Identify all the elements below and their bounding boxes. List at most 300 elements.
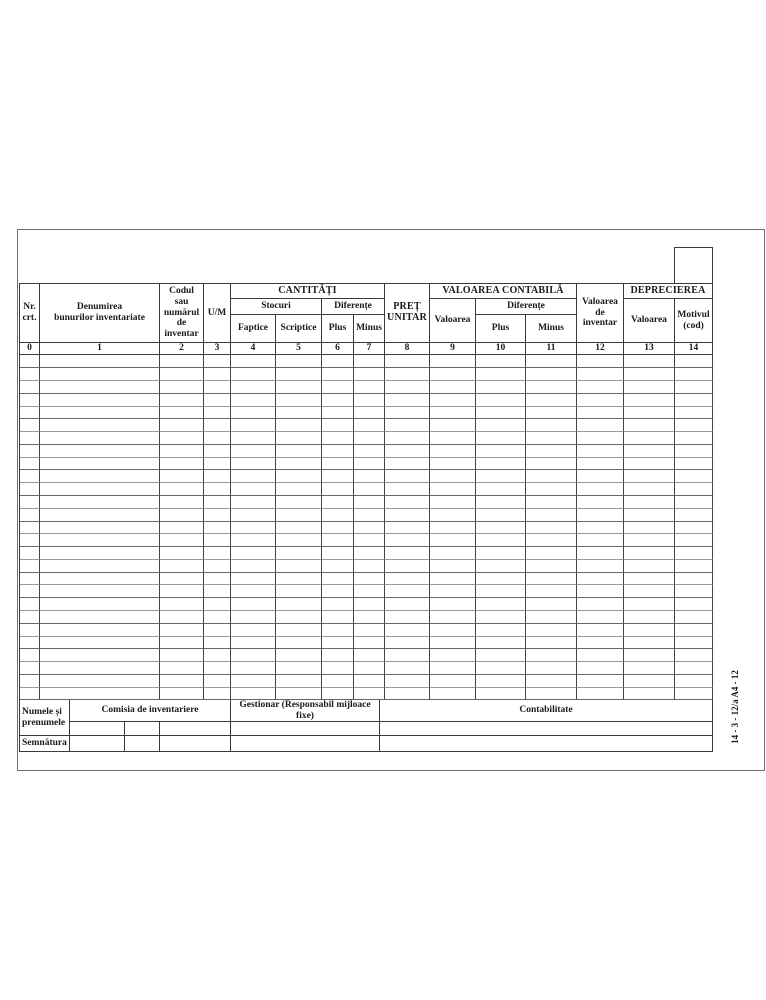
inventory-cell: [675, 649, 713, 662]
inventory-cell: [430, 573, 476, 585]
column-number: [430, 343, 476, 355]
inventory-cell: [385, 624, 430, 637]
inventory-cell: [385, 368, 430, 381]
inventory-cell: [577, 675, 624, 688]
header-pret-unitar-text: PREȚ: [393, 301, 421, 313]
inventory-cell: [577, 662, 624, 675]
inventory-cell: [20, 394, 40, 407]
inventory-cell: [276, 368, 322, 381]
inventory-cell: [20, 445, 40, 458]
inventory-cell: [322, 368, 354, 381]
inventory-row: [20, 649, 713, 662]
inventory-cell: [624, 394, 675, 407]
inventory-cell: [160, 522, 204, 534]
signature-block: [20, 700, 713, 752]
header-motivul: [675, 299, 713, 343]
inventory-cell: [476, 458, 526, 470]
inventory-cell: [20, 407, 40, 419]
inventory-cell: [40, 662, 160, 675]
column-number-text: 3: [214, 343, 220, 353]
inventory-cell: [204, 649, 231, 662]
inventory-cell: [476, 407, 526, 419]
inventory-cell: [430, 688, 476, 700]
inventory-cell: [20, 522, 40, 534]
column-number-text: 5: [296, 343, 301, 353]
column-number: [20, 343, 40, 355]
inventory-cell: [577, 407, 624, 419]
header-cod-inventar-text: inventar: [164, 329, 199, 340]
inventory-cell: [526, 445, 577, 458]
inventory-row: [20, 445, 713, 458]
inventory-rows: [20, 355, 713, 700]
inventory-cell: [322, 407, 354, 419]
inventory-cell: [526, 547, 577, 560]
inventory-cell: [526, 649, 577, 662]
inventory-table: [19, 283, 713, 752]
header-cod-inventar-text: sau: [174, 296, 189, 307]
table-header: [20, 284, 713, 343]
header-denumirea: [40, 284, 160, 343]
accounting-header-text: Contabilitate: [519, 705, 573, 716]
inventory-row: [20, 496, 713, 509]
inventory-cell: [675, 496, 713, 509]
inventory-cell: [204, 355, 231, 368]
inventory-row: [20, 624, 713, 637]
inventory-cell: [526, 675, 577, 688]
commission-signature-field: [70, 736, 125, 752]
inventory-cell: [276, 598, 322, 611]
inventory-row: [20, 662, 713, 675]
inventory-cell: [276, 419, 322, 432]
inventory-cell: [20, 368, 40, 381]
inventory-cell: [476, 624, 526, 637]
inventory-cell: [476, 509, 526, 522]
inventory-row: [20, 573, 713, 585]
names-label: [20, 700, 70, 736]
inventory-cell: [476, 419, 526, 432]
signature-label: [20, 736, 70, 752]
header-valoarea-de-inventar: [577, 284, 624, 343]
inventory-cell: [204, 432, 231, 445]
signature-label-text: Semnătura: [22, 738, 67, 749]
inventory-cell: [20, 611, 40, 624]
inventory-cell: [231, 624, 276, 637]
inventory-cell: [476, 368, 526, 381]
inventory-cell: [276, 458, 322, 470]
inventory-cell: [40, 534, 160, 547]
inventory-cell: [354, 355, 385, 368]
inventory-cell: [354, 560, 385, 573]
inventory-cell: [276, 381, 322, 394]
header-valoarea-de-inventar-text: de: [595, 307, 605, 318]
header-plus-valoare: [476, 315, 526, 343]
accounting-name-field: [380, 722, 713, 736]
header-valoarea-text: Valoarea: [434, 315, 471, 326]
header-minus-cantitati-text: Minus: [356, 323, 382, 334]
inventory-cell: [430, 458, 476, 470]
column-number-text: 0: [27, 343, 32, 353]
inventory-row: [20, 611, 713, 624]
inventory-cell: [354, 585, 385, 598]
inventory-cell: [20, 585, 40, 598]
header-pret-unitar-text: UNITAR: [387, 312, 427, 323]
inventory-cell: [204, 483, 231, 496]
header-stocuri: [231, 299, 322, 315]
inventory-cell: [624, 534, 675, 547]
inventory-cell: [40, 637, 160, 649]
inventory-cell: [204, 368, 231, 381]
inventory-cell: [231, 611, 276, 624]
inventory-cell: [430, 419, 476, 432]
inventory-row: [20, 381, 713, 394]
inventory-cell: [160, 381, 204, 394]
inventory-cell: [20, 419, 40, 432]
inventory-cell: [430, 611, 476, 624]
inventory-cell: [430, 470, 476, 483]
inventory-cell: [160, 637, 204, 649]
inventory-cell: [20, 496, 40, 509]
inventory-cell: [40, 470, 160, 483]
inventory-cell: [231, 394, 276, 407]
inventory-cell: [675, 432, 713, 445]
inventory-cell: [476, 496, 526, 509]
inventory-cell: [160, 394, 204, 407]
inventory-cell: [624, 522, 675, 534]
inventory-cell: [276, 483, 322, 496]
inventory-cell: [276, 445, 322, 458]
inventory-cell: [526, 419, 577, 432]
inventory-cell: [577, 394, 624, 407]
inventory-cell: [624, 649, 675, 662]
column-number: [354, 343, 385, 355]
inventory-cell: [231, 407, 276, 419]
inventory-row: [20, 394, 713, 407]
inventory-cell: [322, 496, 354, 509]
inventory-cell: [20, 624, 40, 637]
inventory-cell: [430, 381, 476, 394]
inventory-cell: [204, 637, 231, 649]
header-cod-inventar-text: numărul: [163, 307, 200, 318]
inventory-cell: [385, 419, 430, 432]
inventory-cell: [675, 509, 713, 522]
inventory-row: [20, 522, 713, 534]
inventory-cell: [204, 675, 231, 688]
inventory-cell: [476, 470, 526, 483]
inventory-cell: [526, 407, 577, 419]
inventory-cell: [276, 585, 322, 598]
inventory-cell: [204, 509, 231, 522]
inventory-cell: [675, 611, 713, 624]
inventory-cell: [231, 649, 276, 662]
inventory-cell: [385, 688, 430, 700]
inventory-cell: [40, 585, 160, 598]
column-number: [204, 343, 231, 355]
inventory-cell: [204, 547, 231, 560]
inventory-cell: [276, 624, 322, 637]
inventory-cell: [231, 560, 276, 573]
inventory-cell: [204, 381, 231, 394]
inventory-cell: [624, 547, 675, 560]
inventory-cell: [322, 688, 354, 700]
header-minus-cantitati: [354, 315, 385, 343]
inventory-cell: [526, 394, 577, 407]
accounting-header: [380, 700, 713, 722]
inventory-cell: [354, 522, 385, 534]
inventory-cell: [476, 598, 526, 611]
inventory-cell: [160, 419, 204, 432]
inventory-cell: [577, 381, 624, 394]
inventory-cell: [624, 662, 675, 675]
inventory-cell: [476, 637, 526, 649]
inventory-cell: [231, 458, 276, 470]
inventory-row: [20, 470, 713, 483]
inventory-cell: [276, 355, 322, 368]
inventory-cell: [526, 688, 577, 700]
inventory-cell: [624, 381, 675, 394]
inventory-cell: [476, 585, 526, 598]
inventory-cell: [160, 534, 204, 547]
inventory-cell: [160, 496, 204, 509]
inventory-cell: [276, 649, 322, 662]
inventory-cell: [526, 432, 577, 445]
inventory-cell: [276, 394, 322, 407]
inventory-cell: [231, 483, 276, 496]
inventory-cell: [385, 675, 430, 688]
inventory-cell: [430, 355, 476, 368]
column-number: [526, 343, 577, 355]
inventory-cell: [624, 573, 675, 585]
names-label-text: prenumele: [22, 717, 66, 728]
inventory-cell: [354, 419, 385, 432]
inventory-cell: [20, 470, 40, 483]
header-valoarea-contabila: [430, 284, 577, 299]
inventory-row: [20, 355, 713, 368]
inventory-cell: [160, 573, 204, 585]
inventory-cell: [526, 611, 577, 624]
inventory-cell: [276, 407, 322, 419]
inventory-cell: [231, 419, 276, 432]
inventory-cell: [204, 662, 231, 675]
header-valoarea: [430, 299, 476, 343]
inventory-row: [20, 458, 713, 470]
inventory-cell: [430, 394, 476, 407]
inventory-cell: [40, 483, 160, 496]
inventory-cell: [354, 598, 385, 611]
inventory-cell: [20, 534, 40, 547]
inventory-cell: [675, 458, 713, 470]
inventory-cell: [577, 355, 624, 368]
inventory-cell: [385, 547, 430, 560]
inventory-cell: [354, 470, 385, 483]
inventory-cell: [526, 624, 577, 637]
inventory-cell: [322, 573, 354, 585]
inventory-cell: [577, 649, 624, 662]
inventory-cell: [354, 534, 385, 547]
inventory-cell: [160, 355, 204, 368]
inventory-cell: [322, 458, 354, 470]
inventory-row: [20, 509, 713, 522]
inventory-cell: [322, 381, 354, 394]
inventory-cell: [204, 458, 231, 470]
inventory-cell: [160, 470, 204, 483]
inventory-cell: [430, 432, 476, 445]
inventory-cell: [624, 419, 675, 432]
header-deprecierea-valoarea: [624, 299, 675, 343]
inventory-cell: [160, 547, 204, 560]
inventory-cell: [20, 662, 40, 675]
inventory-cell: [40, 624, 160, 637]
inventory-cell: [624, 585, 675, 598]
names-label-text: Numele și: [22, 706, 62, 717]
inventory-row: [20, 688, 713, 700]
inventory-cell: [624, 509, 675, 522]
header-faptice-text: Faptice: [237, 323, 269, 334]
inventory-cell: [430, 534, 476, 547]
inventory-cell: [624, 611, 675, 624]
header-um: [204, 284, 231, 343]
inventory-cell: [354, 496, 385, 509]
inventory-cell: [20, 432, 40, 445]
inventory-cell: [322, 394, 354, 407]
inventory-cell: [476, 522, 526, 534]
inventory-cell: [160, 662, 204, 675]
custodian-header-text: fixe): [296, 710, 314, 721]
inventory-cell: [276, 470, 322, 483]
inventory-cell: [430, 598, 476, 611]
inventory-cell: [40, 688, 160, 700]
inventory-row: [20, 483, 713, 496]
column-number: [577, 343, 624, 355]
inventory-cell: [526, 662, 577, 675]
inventory-cell: [624, 688, 675, 700]
inventory-row: [20, 419, 713, 432]
inventory-cell: [430, 675, 476, 688]
inventory-cell: [385, 637, 430, 649]
inventory-cell: [322, 637, 354, 649]
custodian-header-text: Gestionar (Responsabil mijloace: [239, 700, 371, 710]
inventory-cell: [40, 573, 160, 585]
inventory-cell: [430, 522, 476, 534]
inventory-cell: [526, 598, 577, 611]
inventory-cell: [577, 560, 624, 573]
header-deprecierea-valoarea-text: Valoarea: [631, 315, 667, 326]
inventory-cell: [476, 483, 526, 496]
inventory-cell: [322, 649, 354, 662]
inventory-cell: [40, 496, 160, 509]
inventory-cell: [577, 509, 624, 522]
header-minus-valoare: [526, 315, 577, 343]
column-number: [476, 343, 526, 355]
inventory-cell: [20, 509, 40, 522]
inventory-cell: [675, 419, 713, 432]
inventory-row: [20, 432, 713, 445]
inventory-cell: [322, 662, 354, 675]
inventory-cell: [322, 585, 354, 598]
inventory-cell: [160, 624, 204, 637]
inventory-cell: [322, 534, 354, 547]
commission-header: [70, 700, 231, 722]
inventory-cell: [231, 534, 276, 547]
inventory-cell: [160, 675, 204, 688]
inventory-cell: [675, 624, 713, 637]
inventory-cell: [354, 547, 385, 560]
header-motivul-text: Motivul: [677, 309, 710, 320]
inventory-cell: [40, 547, 160, 560]
column-number-text: 10: [495, 343, 506, 353]
inventory-cell: [322, 560, 354, 573]
commission-header-text: Comisia de inventariere: [101, 705, 199, 716]
inventory-cell: [322, 355, 354, 368]
header-plus-cantitati-text: Plus: [328, 323, 347, 334]
inventory-cell: [526, 470, 577, 483]
inventory-cell: [204, 394, 231, 407]
inventory-cell: [40, 419, 160, 432]
inventory-cell: [160, 560, 204, 573]
header-motivul-text: (cod): [683, 320, 704, 331]
inventory-cell: [40, 458, 160, 470]
inventory-cell: [624, 598, 675, 611]
inventory-cell: [526, 509, 577, 522]
header-cantitati-text: CANTITĂȚI: [278, 284, 337, 296]
inventory-cell: [322, 445, 354, 458]
inventory-cell: [624, 496, 675, 509]
inventory-cell: [231, 573, 276, 585]
inventory-cell: [40, 649, 160, 662]
inventory-cell: [322, 547, 354, 560]
inventory-row: [20, 637, 713, 649]
inventory-cell: [231, 432, 276, 445]
inventory-cell: [577, 547, 624, 560]
inventory-cell: [675, 368, 713, 381]
inventory-cell: [385, 355, 430, 368]
inventory-cell: [354, 662, 385, 675]
inventory-cell: [20, 649, 40, 662]
inventory-cell: [675, 534, 713, 547]
inventory-cell: [231, 355, 276, 368]
column-number: [40, 343, 160, 355]
inventory-cell: [354, 458, 385, 470]
inventory-cell: [675, 637, 713, 649]
header-denumirea-text: Denumirea: [76, 302, 123, 313]
inventory-cell: [577, 470, 624, 483]
inventory-cell: [40, 355, 160, 368]
inventory-cell: [526, 355, 577, 368]
inventory-cell: [675, 585, 713, 598]
custodian-name-field: [231, 722, 380, 736]
inventory-cell: [40, 394, 160, 407]
inventory-cell: [385, 496, 430, 509]
header-plus-valoare-text: Plus: [491, 323, 510, 334]
inventory-cell: [476, 573, 526, 585]
inventory-cell: [385, 649, 430, 662]
inventory-cell: [231, 445, 276, 458]
inventory-cell: [385, 407, 430, 419]
inventory-cell: [624, 407, 675, 419]
inventory-row: [20, 547, 713, 560]
inventory-cell: [385, 432, 430, 445]
inventory-cell: [231, 381, 276, 394]
inventory-cell: [276, 573, 322, 585]
column-number-text: 2: [179, 343, 184, 353]
commission-signature-field: [125, 736, 160, 752]
header-scriptice: [276, 315, 322, 343]
inventory-cell: [40, 598, 160, 611]
inventory-cell: [675, 662, 713, 675]
inventory-cell: [675, 470, 713, 483]
inventory-cell: [204, 688, 231, 700]
inventory-cell: [577, 611, 624, 624]
inventory-cell: [354, 611, 385, 624]
